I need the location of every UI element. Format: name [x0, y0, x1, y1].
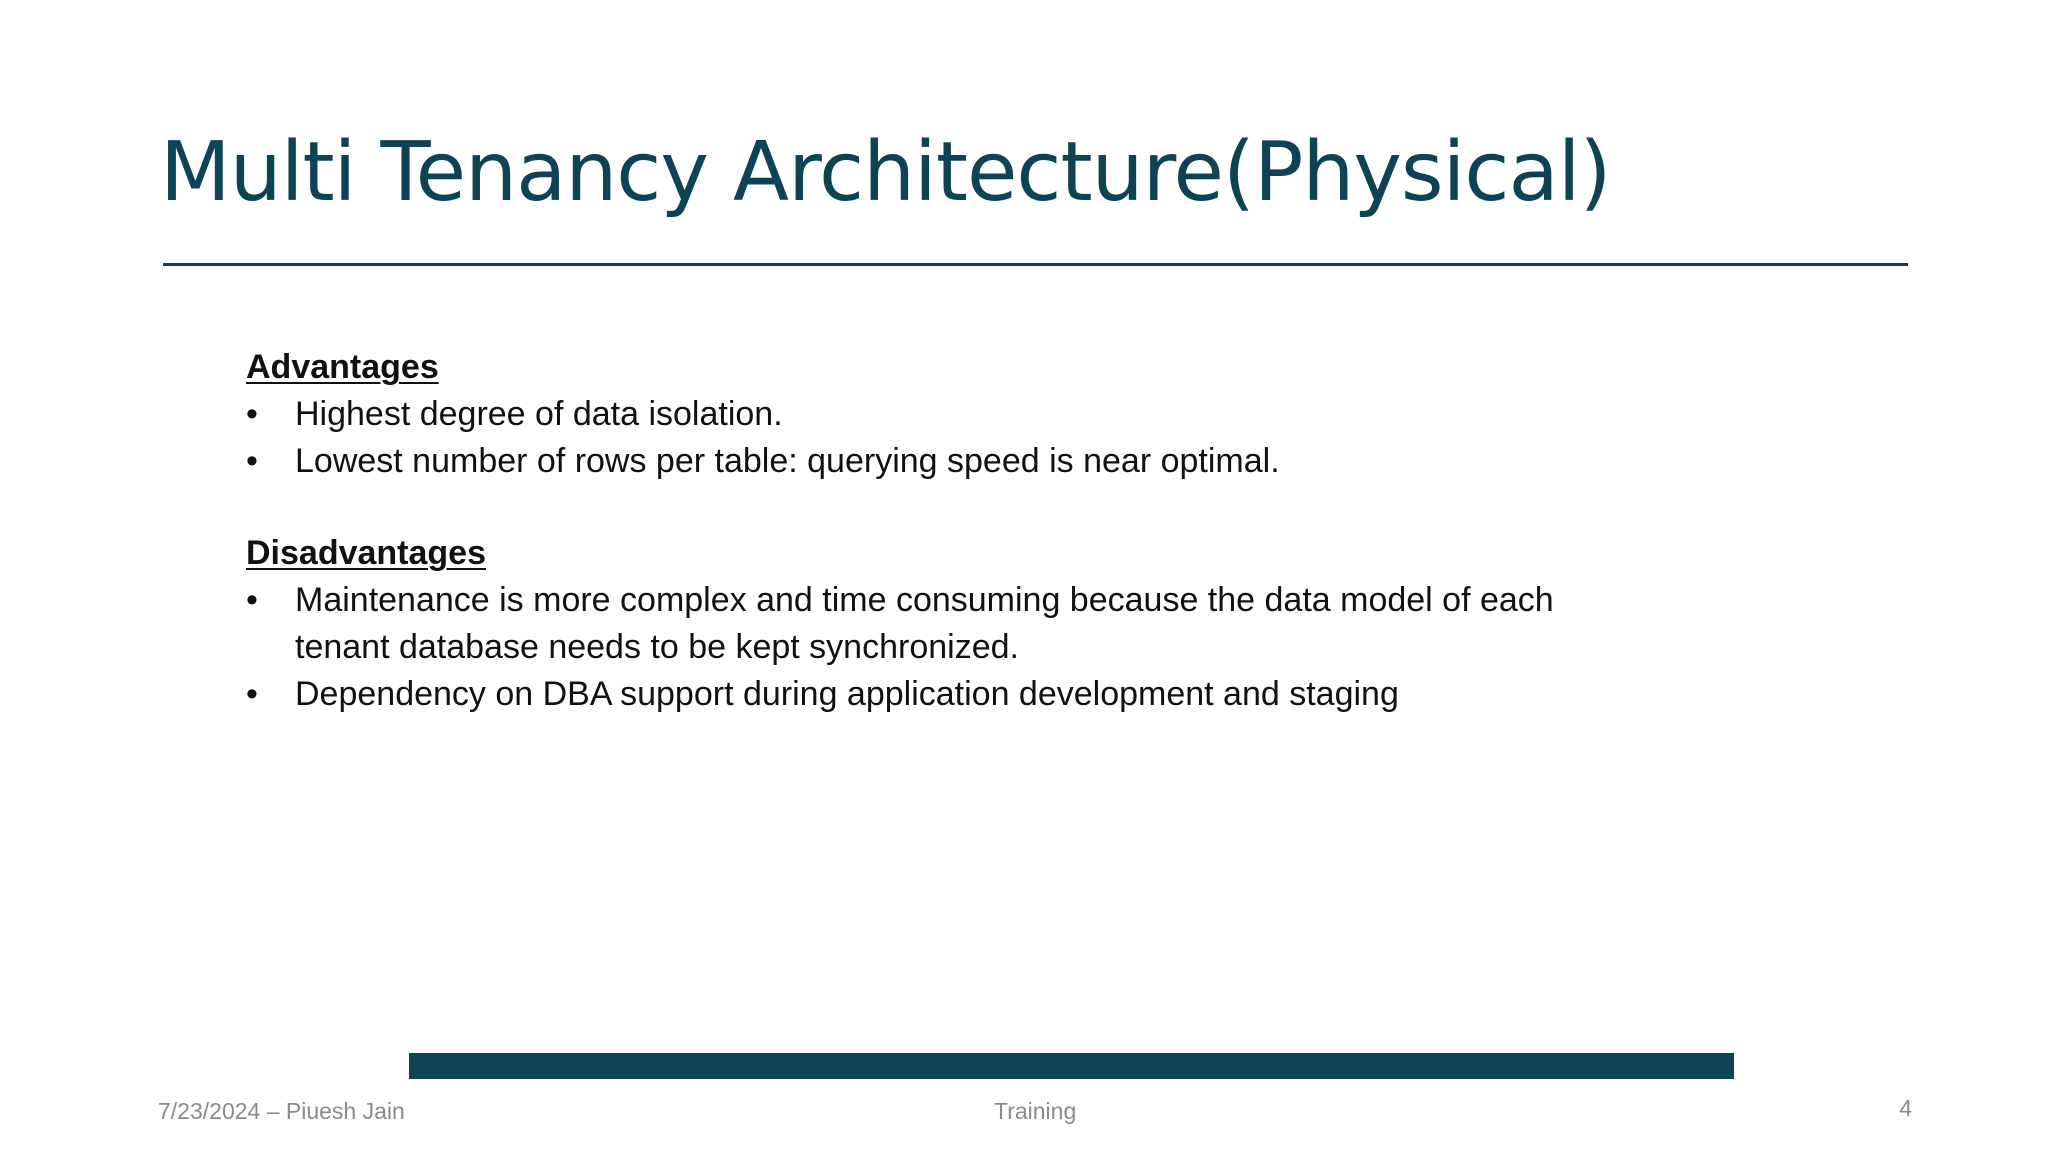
page-number: 4 [1899, 1095, 1912, 1121]
disadvantages-heading: Disadvantages [246, 534, 486, 572]
bullet-icon: • [246, 395, 258, 433]
slide-body [246, 344, 1646, 718]
list-item [246, 391, 1646, 438]
title-divider [163, 263, 1908, 266]
bullet-icon: • [246, 442, 258, 480]
footer-label: Training [994, 1098, 1077, 1124]
list-item [246, 671, 1646, 718]
list-item [246, 577, 1605, 671]
bullet-icon: • [246, 675, 258, 713]
bullet-text: Dependency on DBA support during application development and staging [295, 675, 1399, 713]
bullet-icon: • [246, 581, 258, 619]
advantages-heading: Advantages [246, 348, 439, 386]
list-item [246, 438, 1646, 485]
bullet-text: Maintenance is more complex and time consuming because the data model of each tenant database needs to be kept synchronized. [295, 581, 1554, 666]
disadvantages-list [246, 577, 1646, 718]
footer-date-author: 7/23/2024 – Piuesh Jain [158, 1098, 405, 1124]
bullet-text: Highest degree of data isolation. [295, 395, 783, 433]
footer-accent-bar [409, 1053, 1734, 1079]
advantages-list [246, 391, 1646, 485]
bullet-text: Lowest number of rows per table: querying speed is near optimal. [295, 442, 1280, 480]
slide-title: Multi Tenancy Architecture(Physical) [160, 125, 1611, 220]
section-spacer [246, 485, 1646, 530]
